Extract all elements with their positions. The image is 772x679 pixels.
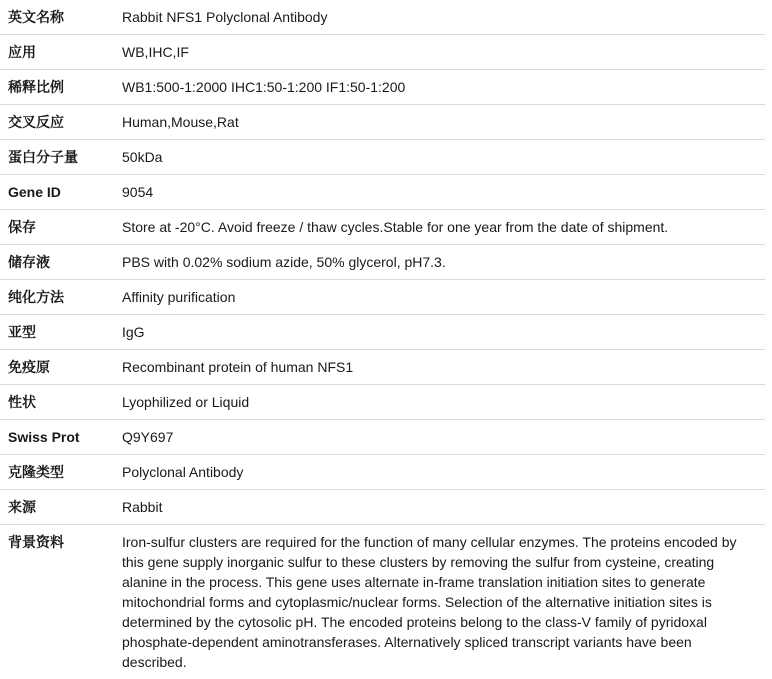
row-value-dilution-ratio: WB1:500-1:2000 IHC1:50-1:200 IF1:50-1:200 [122,79,406,95]
row-label-gene-id: Gene ID [8,184,61,200]
row-label-isotype: 亚型 [8,324,36,340]
row-label-form: 性状 [8,394,36,410]
row-label-application: 应用 [8,44,36,60]
row-label-cross-reactivity: 交叉反应 [8,114,64,130]
row-label-storage: 保存 [8,219,36,235]
table-row [0,210,765,245]
row-value-clonality: Polyclonal Antibody [122,464,244,480]
table-row [0,70,765,105]
table-row [0,385,765,420]
row-label-purification-method: 纯化方法 [8,289,64,305]
table-row [0,350,765,385]
row-value-immunogen: Recombinant protein of human NFS1 [122,359,354,375]
row-label-background: 背景资料 [8,534,64,550]
row-label-swiss-prot: Swiss Prot [8,429,80,445]
table-row [0,175,765,210]
row-label-storage-buffer: 储存液 [8,254,50,270]
row-value-application: WB,IHC,IF [122,44,189,60]
table-row [0,35,765,70]
row-value-swiss-prot: Q9Y697 [122,429,174,445]
row-value-purification-method: Affinity purification [122,289,236,305]
row-value-storage: Store at -20°C. Avoid freeze / thaw cycles.Stable for one year from the date of shipment. [122,219,669,235]
row-value-english-name: Rabbit NFS1 Polyclonal Antibody [122,9,328,25]
row-label-english-name: 英文名称 [8,9,64,25]
row-value-isotype: IgG [122,324,145,340]
row-value-background: Iron-sulfur clusters are required for the function of many cellular enzymes. The proteins encoded by this gene supply inorganic sulfur to these clusters by removing the sulfur from cysteine, creating alanine in the process. This gene uses alternate in-frame translation initiation sites to generate mitochondrial forms and cytoplasmic/nuclear forms. Selection of the alternative initiation sites is determined by the cytosolic pH. The encoded proteins belong to the class-V family of pyridoxal phosphate-dependent aminotransferases. Alternatively spliced transcript variants have been described. [122,534,737,670]
row-value-cross-reactivity: Human,Mouse,Rat [122,114,239,130]
row-value-host: Rabbit [122,499,163,515]
row-value-gene-id: 9054 [122,184,154,200]
row-label-host: 来源 [8,499,36,515]
table-row [0,245,765,280]
row-value-molecular-weight: 50kDa [122,149,163,165]
table-row [0,315,765,350]
table-row [0,455,765,490]
table-row [0,490,765,525]
table-row [0,0,765,35]
table-row [0,105,765,140]
table-row [0,525,765,679]
row-label-immunogen: 免疫原 [8,359,50,375]
row-label-dilution-ratio: 稀释比例 [8,79,64,95]
table-row [0,140,765,175]
table-row [0,420,765,455]
row-label-clonality: 克隆类型 [8,464,64,480]
row-label-molecular-weight: 蛋白分子量 [8,149,78,165]
row-value-form: Lyophilized or Liquid [122,394,250,410]
row-value-storage-buffer: PBS with 0.02% sodium azide, 50% glycerol, pH7.3. [122,254,446,270]
table-row [0,280,765,315]
